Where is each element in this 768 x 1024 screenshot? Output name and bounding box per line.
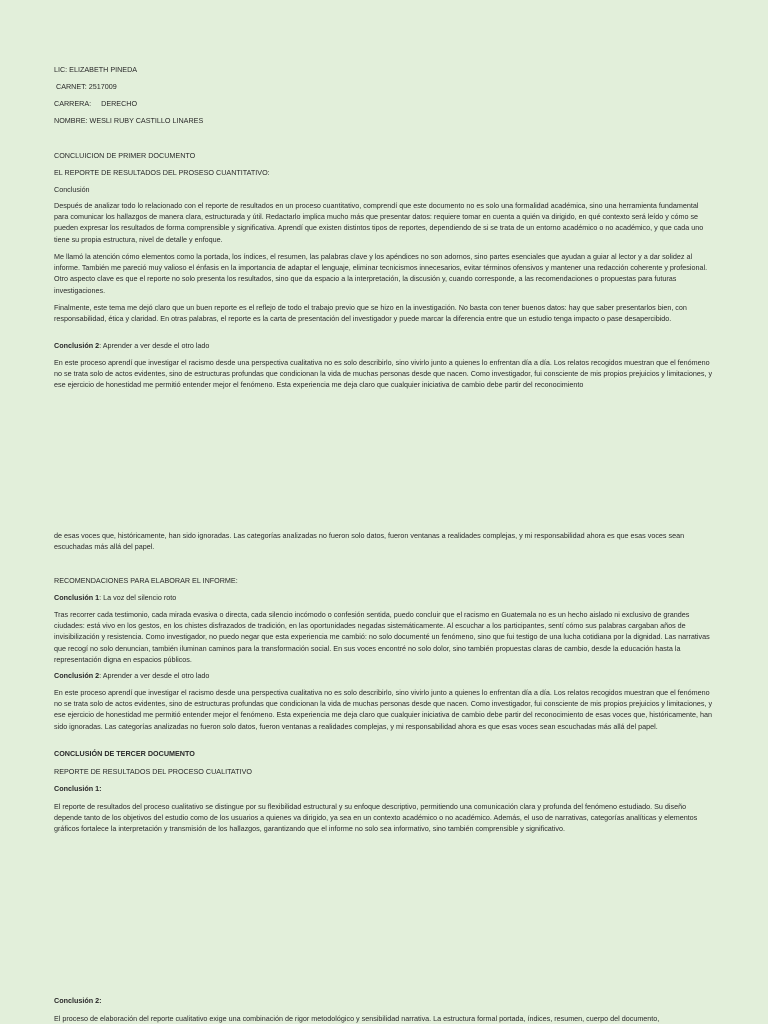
career-line: CARRERA: DERECHO xyxy=(54,99,138,108)
doc3-conclusion-1-label: Conclusión 1: xyxy=(54,784,102,793)
student-name-line: NOMBRE: WESLI RUBY CASTILLO LINARES xyxy=(54,116,204,125)
doc1-paragraph-2: Me llamó la atención cómo elementos como la portada, los índices, el resumen, las palabras clave y los apéndices no son adornos, sino partes esenciales que ayudan a guiar al lector y a dar solidez al informe. También me pareció muy valioso el énfasis en la importancia de adaptar el lenguaje, eliminar tecnicismos innecesarios, evitar términos ofensivos y mantener una redacción coherente y profesional. Otro aspecto clave es que el reporte no solo presenta los resultados, sino que da espacio a la interpretación, la discusión y, cuando corresponde, a las recomendaciones o propuestas para futuras investigaciones. xyxy=(54,252,708,295)
doc1-conclusion-label: Conclusión xyxy=(54,185,90,194)
doc1-conclusion-2-title: : Aprender a ver desde el otro lado xyxy=(99,341,210,350)
doc3-conclusion-2-label: Conclusión 2: xyxy=(54,996,102,1005)
rec-conclusion-1-paragraph: Tras recorrer cada testimonio, cada mirada evasiva o directa, cada silencio incómodo o confesión sentida, puedo concluir que el racismo en Guatemala no es un hecho aislado ni exclusivo de grandes ciudades: está vivo en los gestos, en los chistes disfrazados de tradición, en las oportunidades negadas sistemáticamente. Al escuchar a los participantes, sentí cómo sus palabras cargaban años de invisibilización y resistencia. Como investigador, no puedo negar que esta experiencia me cambió: no solo documenté un fenómeno, sino que fui testigo de una lucha cotidiana por la dignidad. Las narrativas que recogí no solo denuncian, también iluminan caminos para la transformación social. En sus voces encontré no solo dolor, sino también propuestas claras de cambio, desde la educación hasta la representación digna en espacios públicos. xyxy=(54,610,710,664)
recommendations-title: RECOMENDACIONES PARA ELABORAR EL INFORME: xyxy=(54,576,238,585)
rec-conclusion-2-title: : Aprender a ver desde el otro lado xyxy=(99,671,210,680)
doc1-conclusion-2-paragraph-bottom: de esas voces que, históricamente, han sido ignoradas. Las categorías analizadas no fueron solo datos, fueron ventanas a realidades complejas, y mi responsabilidad ahora es que esas voces sean escuchadas más allá del papel. xyxy=(54,531,685,552)
rec-conclusion-1-title: : La voz del silencio roto xyxy=(99,593,177,602)
doc1-title: CONCLUICION DE PRIMER DOCUMENTO xyxy=(54,151,196,160)
doc3-conclusion-1-paragraph: El reporte de resultados del proceso cualitativo se distingue por su flexibilidad estructural y su enfoque descriptivo, permitiendo una comunicación clara y profunda del fenómeno estudiado. Su diseño depende tanto de los objetivos del estudio como de los usuarios a quienes va dirigido, ya sea en un contexto académico o no académico. Además, el uso de narrativas, categorías analíticas y elementos gráficos fortalece la interpretación y transmisión de los hallazgos, garantizando que el informe no solo sea informativo, sino también comprensible y significativo. xyxy=(54,802,698,834)
rec-conclusion-2-heading xyxy=(54,670,209,681)
doc1-paragraph-1: Después de analizar todo lo relacionado con el reporte de resultados en un proceso cuantitativo, comprendí que este documento no es solo una formalidad académica, sino una herramienta fundamental para comunicar los hallazgos de manera clara, estructurada y útil. Redactarlo implica mucho más que presentar datos: requiere tomar en cuenta a quién va dirigido, en qué contexto será leído y cómo se pueden expresar los resultados de forma comprensible y significativa. Aprendí que existen distintos tipos de reportes, dependiendo de si se trata de un entorno académico o no académico, y que cada uno tiene su propia estructura, nivel de detalle y enfoque. xyxy=(54,201,704,244)
rec-conclusion-2-label: Conclusión 2 xyxy=(54,671,100,680)
doc3-subtitle: REPORTE DE RESULTADOS DEL PROCESO CUALITATIVO xyxy=(54,767,252,776)
instructor-line: LIC: ELIZABETH PINEDA xyxy=(54,65,138,74)
doc3-conclusion-2-paragraph: El proceso de elaboración del reporte cualitativo exige una combinación de rigor metodológico y sensibilidad narrativa. La estructura formal portada, índices, resumen, cuerpo del documento, xyxy=(54,1014,660,1023)
doc3-title: CONCLUSIÓN DE TERCER DOCUMENTO xyxy=(54,749,195,758)
rec-conclusion-1-label: Conclusión 1 xyxy=(54,593,100,602)
doc1-conclusion-2-label: Conclusión 2 xyxy=(54,341,100,350)
doc1-conclusion-2-paragraph-top: En este proceso aprendí que investigar el racismo desde una perspectiva cualitativa no es solo describirlo, sino vivirlo junto a quienes lo enfrentan día a día. Los relatos recogidos muestran que el fenómeno no se trata solo de actos evidentes, sino de estructuras profundas que condicionan la vida de muchas personas desde que nacen. Como investigador, fui consciente de mis propios prejuicios y limitaciones, y ese ejercicio de honestidad me permitió entender mejor el fenómeno. Esta experiencia me deja claro que cualquier iniciativa de cambio debe partir del reconocimiento xyxy=(54,358,713,390)
carnet-line: CARNET: 2517009 xyxy=(54,82,117,91)
doc1-subtitle: EL REPORTE DE RESULTADOS DEL PROSESO CUANTITATIVO: xyxy=(54,168,270,177)
rec-conclusion-2-paragraph: En este proceso aprendí que investigar el racismo desde una perspectiva cualitativa no es solo describirlo, sino vivirlo junto a quienes lo enfrentan día a día. Los relatos recogidos muestran que el fenómeno no se trata solo de actos evidentes, sino de estructuras profundas que condicionan la vida de muchas personas desde que nacen. Como investigador, fui consciente de mis propios prejuicios y limitaciones, y ese ejercicio de honestidad me permitió entender mejor el fenómeno. Esta experiencia me deja claro que cualquier iniciativa de cambio debe partir del reconocimiento de esas voces que, históricamente, han sido ignoradas. Las categorías analizadas no fueron solo datos, fueron ventanas a realidades complejas, y mi responsabilidad ahora es que esas voces sean escuchadas más allá del papel. xyxy=(54,688,713,731)
doc1-paragraph-3: Finalmente, este tema me dejó claro que un buen reporte es el reflejo de todo el trabajo previo que se hizo en la investigación. No basta con tener buenos datos: hay que saber presentarlos bien, con responsabilidad, ética y claridad. En otras palabras, el reporte es la carta de presentación del investigador y puede marcar la diferencia entre que un estudio tenga impacto o pase desapercibido. xyxy=(54,303,687,324)
rec-conclusion-1-heading xyxy=(54,592,176,603)
doc1-conclusion-2-heading xyxy=(54,340,209,351)
